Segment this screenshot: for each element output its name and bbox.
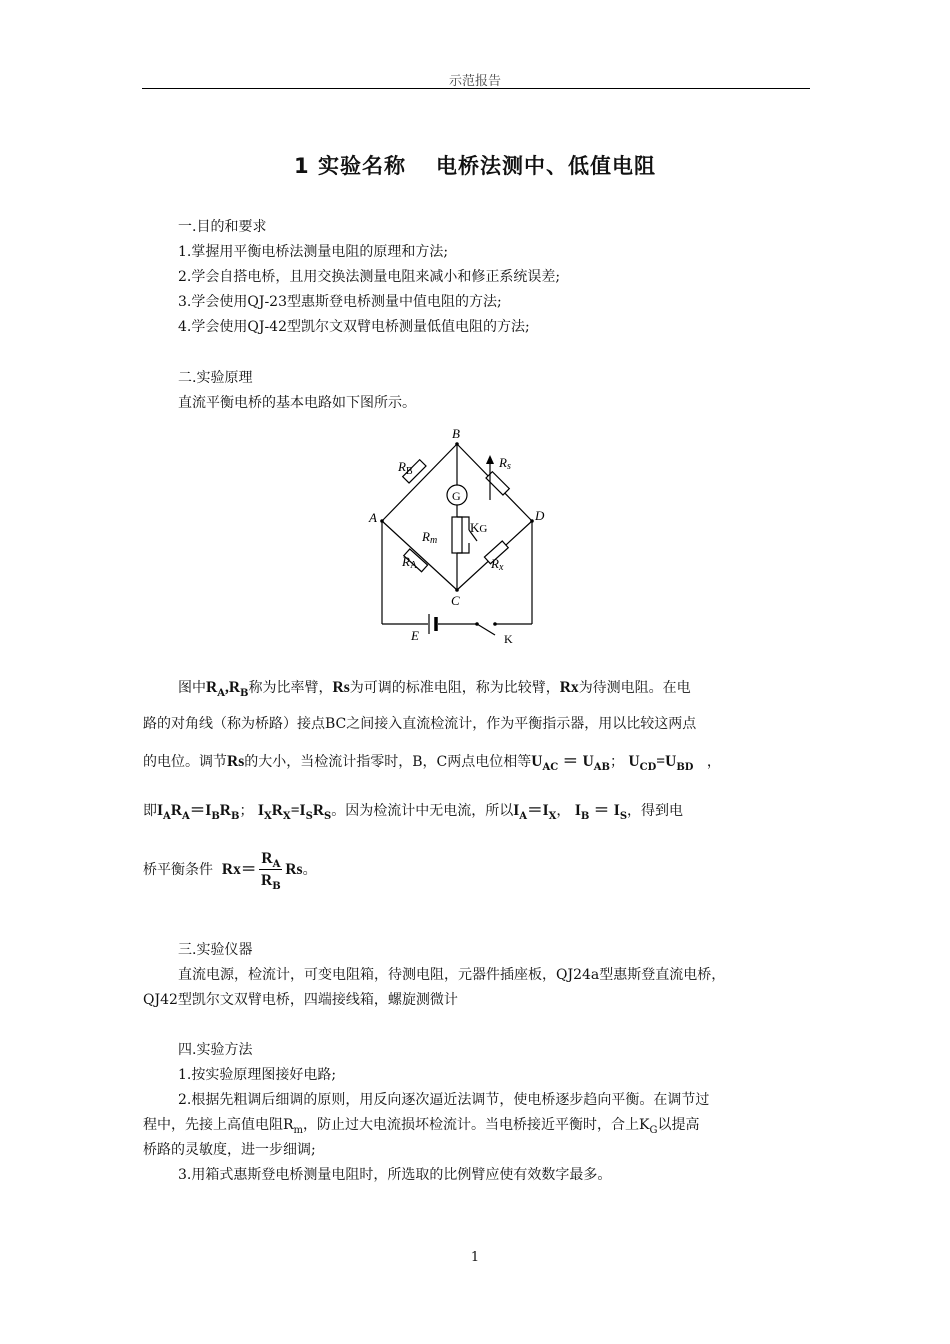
section2-heading: 二.实验原理 bbox=[178, 370, 253, 386]
node-label-C: C bbox=[451, 593, 460, 608]
section3-line: 直流电源，检流计，可变电阻箱，待测电阻，元器件插座板，QJ24a型惠斯登直流电桥， bbox=[178, 967, 726, 983]
galvanometer-label: G bbox=[452, 489, 461, 503]
section2-intro: 直流平衡电桥的基本电路如下图所示。 bbox=[178, 395, 416, 411]
wire-AB bbox=[382, 444, 457, 521]
section4-item: 2.根据先粗调后细调的原则，用反向逐次逼近法调节，使电桥逐步趋向平衡。在调节过 bbox=[178, 1092, 710, 1108]
page-title bbox=[0, 150, 950, 180]
resistor-Rm bbox=[452, 517, 462, 553]
node-label-D: D bbox=[535, 508, 545, 523]
node-label-B: B bbox=[452, 426, 460, 441]
title-number: 1 bbox=[294, 154, 310, 178]
node-label-A: A bbox=[369, 510, 377, 525]
bridge-circuit-diagram bbox=[360, 420, 560, 650]
section3-heading: 三.实验仪器 bbox=[178, 942, 253, 958]
wire-AC bbox=[382, 521, 457, 590]
balance-condition-line: 桥平衡条件 Rx＝ $\frac{R_A}{R_B}$ Rs。 bbox=[143, 850, 317, 892]
section4-item: 1.按实验原理图接好电路; bbox=[178, 1067, 337, 1083]
section4-heading: 四.实验方法 bbox=[178, 1042, 253, 1058]
label-RA: RA bbox=[402, 554, 418, 571]
switch-K bbox=[477, 624, 495, 635]
section1-item: 4.学会使用QJ-42型凯尔文双臂电桥测量低值电阻的方法; bbox=[178, 319, 530, 335]
header-rule bbox=[142, 88, 810, 89]
section4-item: 桥路的灵敏度，进一步细调; bbox=[143, 1142, 316, 1158]
page-number: 1 bbox=[470, 1250, 480, 1265]
label-KG: KG bbox=[470, 520, 488, 535]
principle-line-3: 的电位。调节Rs的大小，当检流计指零时，B，C两点电位相等$U_{AC} = U_{AB}$； $U_{CD}=U_{BD}$ ， bbox=[143, 753, 721, 773]
section1-item: 1.掌握用平衡电桥法测量电阻的原理和方法; bbox=[178, 244, 449, 260]
label-Rm: Rm bbox=[422, 529, 438, 546]
principle-line-2: 路的对角线（称为桥路）接点BC之间接入直流检流计，作为平衡指示器，用以比较这两点 bbox=[143, 716, 697, 732]
title-part1: 实验名称 bbox=[317, 154, 406, 178]
label-Rs: Rs bbox=[499, 455, 511, 472]
label-Rx: Rx bbox=[491, 556, 504, 573]
principle-line-4: 即$I_AR_A=I_BR_B$； $I_XR_X=I_SR_S$。因为检流计中无电流，所以$I_A=I_X$， $I_B = I_S$，得到电 bbox=[143, 802, 684, 822]
label-E: E bbox=[411, 628, 419, 643]
section1-item: 3.学会使用QJ-23型惠斯登电桥测量中值电阻的方法; bbox=[178, 294, 502, 310]
arrow-head bbox=[486, 455, 494, 464]
section4-item: 3.用箱式惠斯登电桥测量电阻时，所选取的比例臂应使有效数字最多。 bbox=[178, 1167, 612, 1183]
running-header: 示范报告 bbox=[448, 74, 501, 89]
section1-item: 2.学会自搭电桥，且用交换法测量电阻来减小和修正系统误差; bbox=[178, 269, 561, 285]
label-K: K bbox=[504, 632, 513, 646]
balance-fraction: $\frac{R_A}{R_B}$ bbox=[261, 850, 281, 892]
section1-heading: 一.目的和要求 bbox=[178, 219, 267, 235]
section4-item: 程中，先接上高值电阻$R_m$，防止过大电流损坏检流计。当电桥接近平衡时，合上$K_G$以提高 bbox=[143, 1117, 700, 1136]
principle-line-1: 图中$R_A,R_B$称为比率臂，Rs为可调的标准电阻，称为比较臂，Rx为待测电阻。在电 bbox=[178, 679, 691, 699]
title-part2: 电桥法测中、低值电阻 bbox=[435, 154, 656, 178]
section3-line: QJ42型凯尔文双臂电桥，四端接线箱，螺旋测微计 bbox=[143, 992, 458, 1008]
label-RB: $R_B$ bbox=[398, 459, 413, 477]
